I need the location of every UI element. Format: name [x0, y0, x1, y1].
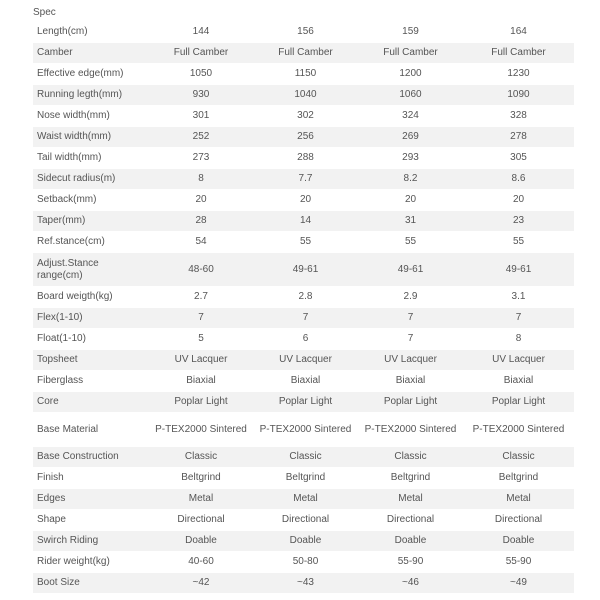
cell-value: 273 — [149, 148, 253, 168]
table-row — [33, 531, 574, 551]
row-label: Running legth(mm) — [33, 85, 149, 105]
cell-value: Biaxial — [253, 371, 358, 391]
cell-value: Full Camber — [358, 43, 463, 63]
table-row — [33, 43, 574, 63]
cell-value: Beltgrind — [149, 468, 253, 488]
cell-value: Poplar Light — [358, 392, 463, 412]
table-row — [33, 350, 574, 370]
cell-value: 20 — [358, 190, 463, 210]
cell-value: UV Lacquer — [358, 350, 463, 370]
table-row — [33, 447, 574, 467]
cell-value: 930 — [149, 85, 253, 105]
cell-value: 28 — [149, 211, 253, 231]
cell-value: 144 — [149, 22, 253, 42]
cell-value: 55 — [253, 232, 358, 252]
cell-value: 1050 — [149, 64, 253, 84]
cell-value: 1040 — [253, 85, 358, 105]
cell-value: 301 — [149, 106, 253, 126]
row-label: Swirch Riding — [33, 531, 149, 551]
cell-value: Classic — [358, 447, 463, 467]
table-row — [33, 371, 574, 391]
cell-value: 7 — [358, 329, 463, 349]
cell-value: 1200 — [358, 64, 463, 84]
table-row — [33, 287, 574, 307]
cell-value: 8 — [463, 329, 574, 349]
row-label: Setback(mm) — [33, 190, 149, 210]
cell-value: Poplar Light — [253, 392, 358, 412]
cell-value: Poplar Light — [463, 392, 574, 412]
table-row — [33, 308, 574, 328]
cell-value: P-TEX2000 Sintered — [149, 413, 253, 446]
table-row — [33, 211, 574, 231]
table-row — [33, 468, 574, 488]
cell-value: Directional — [358, 510, 463, 530]
cell-value: P-TEX2000 Sintered — [358, 413, 463, 446]
table-row — [33, 413, 574, 446]
cell-value: Beltgrind — [463, 468, 574, 488]
row-label: Adjust.Stance range(cm) — [33, 253, 149, 286]
row-label: Edges — [33, 489, 149, 509]
row-label: Shape — [33, 510, 149, 530]
cell-value: 5 — [149, 329, 253, 349]
row-label: Fiberglass — [33, 371, 149, 391]
cell-value: 55-90 — [358, 552, 463, 572]
cell-value: 156 — [253, 22, 358, 42]
table-row — [33, 22, 574, 42]
cell-value: 6 — [253, 329, 358, 349]
cell-value: 48-60 — [149, 253, 253, 286]
cell-value: 269 — [358, 127, 463, 147]
cell-value: 8 — [149, 169, 253, 189]
cell-value: 54 — [149, 232, 253, 252]
cell-value: Doable — [149, 531, 253, 551]
cell-value: 324 — [358, 106, 463, 126]
table-row — [33, 552, 574, 572]
row-label: Board weigth(kg) — [33, 287, 149, 307]
row-label: Length(cm) — [33, 22, 149, 42]
cell-value: Doable — [463, 531, 574, 551]
cell-value: 305 — [463, 148, 574, 168]
cell-value: Beltgrind — [253, 468, 358, 488]
cell-value: 7 — [149, 308, 253, 328]
table-row — [33, 85, 574, 105]
spec-table — [33, 21, 574, 594]
cell-value: 1150 — [253, 64, 358, 84]
table-row — [33, 329, 574, 349]
cell-value: 7.7 — [253, 169, 358, 189]
row-label: Sidecut radius(m) — [33, 169, 149, 189]
row-label: Boot Size — [33, 573, 149, 593]
table-row — [33, 253, 574, 286]
cell-value: 2.7 — [149, 287, 253, 307]
cell-value: ~49 — [463, 573, 574, 593]
cell-value: Directional — [253, 510, 358, 530]
row-label: Finish — [33, 468, 149, 488]
cell-value: 2.9 — [358, 287, 463, 307]
row-label: Base Construction — [33, 447, 149, 467]
row-label: Topsheet — [33, 350, 149, 370]
cell-value: 278 — [463, 127, 574, 147]
cell-value: Classic — [253, 447, 358, 467]
cell-value: UV Lacquer — [253, 350, 358, 370]
cell-value: 159 — [358, 22, 463, 42]
cell-value: Full Camber — [253, 43, 358, 63]
cell-value: 8.2 — [358, 169, 463, 189]
cell-value: 40-60 — [149, 552, 253, 572]
row-label: Rider weight(kg) — [33, 552, 149, 572]
cell-value: P-TEX2000 Sintered — [253, 413, 358, 446]
cell-value: 7 — [358, 308, 463, 328]
spec-title: Spec — [33, 7, 56, 18]
table-row — [33, 64, 574, 84]
cell-value: Metal — [463, 489, 574, 509]
cell-value: 1230 — [463, 64, 574, 84]
cell-value: P-TEX2000 Sintered — [463, 413, 574, 446]
cell-value: 7 — [463, 308, 574, 328]
cell-value: 2.8 — [253, 287, 358, 307]
cell-value: 1060 — [358, 85, 463, 105]
table-row — [33, 106, 574, 126]
row-label: Effective edge(mm) — [33, 64, 149, 84]
table-row — [33, 232, 574, 252]
cell-value: 7 — [253, 308, 358, 328]
cell-value: 302 — [253, 106, 358, 126]
cell-value: 8.6 — [463, 169, 574, 189]
cell-value: ~46 — [358, 573, 463, 593]
cell-value: 14 — [253, 211, 358, 231]
cell-value: Biaxial — [149, 371, 253, 391]
cell-value: Directional — [463, 510, 574, 530]
cell-value: Metal — [149, 489, 253, 509]
cell-value: 23 — [463, 211, 574, 231]
table-row — [33, 148, 574, 168]
cell-value: 256 — [253, 127, 358, 147]
cell-value: 49-61 — [463, 253, 574, 286]
cell-value: 1090 — [463, 85, 574, 105]
table-row — [33, 573, 574, 593]
cell-value: Doable — [253, 531, 358, 551]
spec-table-body — [33, 22, 574, 593]
cell-value: Classic — [463, 447, 574, 467]
cell-value: 252 — [149, 127, 253, 147]
cell-value: Metal — [358, 489, 463, 509]
cell-value: Full Camber — [149, 43, 253, 63]
cell-value: ~43 — [253, 573, 358, 593]
cell-value: Doable — [358, 531, 463, 551]
cell-value: 49-61 — [358, 253, 463, 286]
cell-value: Biaxial — [358, 371, 463, 391]
row-label: Camber — [33, 43, 149, 63]
cell-value: UV Lacquer — [149, 350, 253, 370]
cell-value: 20 — [253, 190, 358, 210]
row-label: Taper(mm) — [33, 211, 149, 231]
row-label: Ref.stance(cm) — [33, 232, 149, 252]
cell-value: 55 — [358, 232, 463, 252]
cell-value: Directional — [149, 510, 253, 530]
cell-value: 288 — [253, 148, 358, 168]
row-label: Tail width(mm) — [33, 148, 149, 168]
row-label: Float(1-10) — [33, 329, 149, 349]
row-label: Base Material — [33, 413, 149, 446]
cell-value: Biaxial — [463, 371, 574, 391]
row-label: Nose width(mm) — [33, 106, 149, 126]
table-row — [33, 127, 574, 147]
cell-value: 49-61 — [253, 253, 358, 286]
table-row — [33, 510, 574, 530]
cell-value: Poplar Light — [149, 392, 253, 412]
cell-value: 328 — [463, 106, 574, 126]
cell-value: 50-80 — [253, 552, 358, 572]
row-label: Core — [33, 392, 149, 412]
cell-value: Classic — [149, 447, 253, 467]
cell-value: 293 — [358, 148, 463, 168]
cell-value: 55-90 — [463, 552, 574, 572]
cell-value: UV Lacquer — [463, 350, 574, 370]
table-row — [33, 169, 574, 189]
table-row — [33, 392, 574, 412]
cell-value: Full Camber — [463, 43, 574, 63]
cell-value: ~42 — [149, 573, 253, 593]
cell-value: 164 — [463, 22, 574, 42]
table-row — [33, 190, 574, 210]
cell-value: 3.1 — [463, 287, 574, 307]
cell-value: 20 — [463, 190, 574, 210]
cell-value: Beltgrind — [358, 468, 463, 488]
table-row — [33, 489, 574, 509]
cell-value: 55 — [463, 232, 574, 252]
row-label: Waist width(mm) — [33, 127, 149, 147]
cell-value: 20 — [149, 190, 253, 210]
cell-value: 31 — [358, 211, 463, 231]
cell-value: Metal — [253, 489, 358, 509]
row-label: Flex(1-10) — [33, 308, 149, 328]
